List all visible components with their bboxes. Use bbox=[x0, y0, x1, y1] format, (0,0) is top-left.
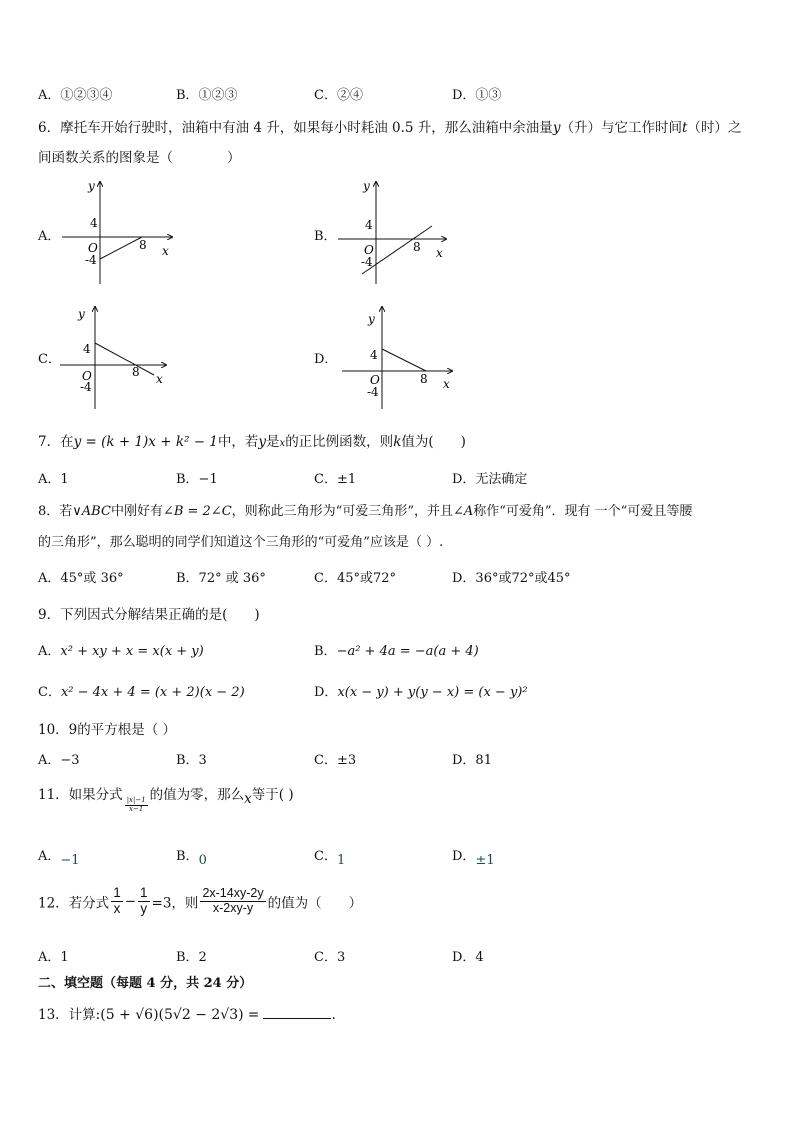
q6-text-b: （升）与它工作时间 bbox=[560, 120, 682, 136]
q7-y: y bbox=[258, 434, 267, 450]
q11-option-a[interactable] bbox=[38, 845, 80, 868]
q8-condition: ∠B = 2∠C bbox=[162, 504, 232, 519]
q8-text-a: 8．若 bbox=[38, 504, 73, 519]
q10-stem: 10．9的平方根是（ ） bbox=[38, 722, 177, 738]
q12-option-d[interactable]: D．4 bbox=[452, 950, 484, 965]
origin-label: O bbox=[88, 241, 98, 255]
q8-stem-line2: 的三角形”，那么聪明的同学们知道这个三角形的“可爱角”应该是（ ）. bbox=[38, 535, 444, 550]
q12-f1-denominator: x bbox=[113, 900, 121, 916]
q11-letter-a: A． bbox=[38, 849, 61, 864]
tick-4: 4 bbox=[83, 342, 91, 356]
q9-expr-d: x(x − y) + y(y − x) = (x − y)² bbox=[337, 685, 528, 700]
tick-8: 8 bbox=[139, 238, 147, 252]
q7-text-c: 的正比例函数，则 bbox=[285, 434, 394, 450]
q12-fraction-2 bbox=[138, 886, 150, 917]
q11-letter-c: C． bbox=[314, 849, 337, 864]
x-label: x bbox=[443, 377, 450, 391]
q6-option-a-letter[interactable]: A． bbox=[38, 229, 61, 244]
q9-letter-b: B． bbox=[314, 644, 337, 659]
q11-x: x bbox=[244, 791, 252, 807]
q6-graph-d[interactable] bbox=[340, 303, 465, 411]
graph-line bbox=[382, 349, 426, 371]
q7-equation: y = (k + 1)x + k² − 1 bbox=[73, 434, 218, 450]
q6-stem-line1 bbox=[38, 116, 741, 136]
q8-triangle: ∨ABC bbox=[72, 504, 111, 519]
q9-expr-a: x² + xy + x = x(x + y) bbox=[60, 644, 204, 659]
q7-option-b[interactable]: B．−1 bbox=[176, 472, 218, 487]
q6-option-b-letter[interactable]: B． bbox=[314, 229, 337, 244]
q7-option-c[interactable]: C．±1 bbox=[314, 472, 357, 487]
q12-option-b[interactable]: B．2 bbox=[176, 950, 207, 965]
q6-graph-b[interactable] bbox=[336, 178, 461, 286]
q8-option-a[interactable]: A．45°或 36° bbox=[38, 571, 124, 586]
graph-line bbox=[95, 343, 154, 375]
q8-option-b[interactable]: B．72° 或 36° bbox=[176, 571, 266, 586]
y-label: y bbox=[368, 312, 375, 326]
q7-k: k bbox=[393, 434, 402, 450]
q12-big-numerator: 2x-14xy-2y bbox=[202, 886, 264, 901]
q13-eq: = bbox=[243, 1007, 264, 1023]
tick-neg4: -4 bbox=[367, 385, 379, 399]
q9-letter-c: C． bbox=[38, 685, 61, 700]
q6-t-var: t bbox=[681, 120, 688, 136]
q11-option-d[interactable] bbox=[452, 845, 495, 868]
q11-letter-b: B． bbox=[176, 849, 199, 864]
q12-option-a[interactable]: A．1 bbox=[38, 950, 69, 965]
q5-option-a[interactable]: A．①②③④ bbox=[38, 88, 113, 103]
q11-value-a: −1 bbox=[60, 853, 80, 868]
q5-option-b[interactable]: B．①②③ bbox=[176, 88, 238, 103]
q11-letter-d: D． bbox=[452, 849, 476, 864]
origin-label: O bbox=[364, 243, 374, 257]
x-label: x bbox=[162, 244, 169, 258]
q13-end: . bbox=[331, 1007, 336, 1023]
q10-option-a[interactable]: A．−3 bbox=[38, 753, 80, 768]
q7-x: x bbox=[279, 438, 286, 449]
tick-neg4: -4 bbox=[80, 380, 92, 394]
q12-f1-numerator: 1 bbox=[113, 885, 121, 900]
q13-expr-a: (5 + √6) bbox=[100, 1007, 159, 1023]
q9-option-d[interactable] bbox=[314, 681, 528, 700]
tick-4: 4 bbox=[90, 216, 98, 230]
q12-minus: − bbox=[124, 893, 137, 910]
q12-eq: =3，则 bbox=[151, 895, 199, 912]
tick-8: 8 bbox=[132, 365, 140, 379]
q12-fraction-big bbox=[200, 887, 265, 916]
q5-option-c[interactable]: C．②④ bbox=[314, 88, 363, 103]
tick-8: 8 bbox=[420, 372, 428, 386]
q13-expr-b: (5√2 − 2√3) bbox=[158, 1007, 244, 1023]
q12-f2-denominator: y bbox=[140, 900, 148, 916]
q12-stem bbox=[38, 886, 362, 917]
q13-prefix: 13．计算: bbox=[38, 1007, 101, 1023]
q6-graph-a[interactable] bbox=[60, 178, 185, 286]
tick-8: 8 bbox=[413, 240, 421, 254]
q10-option-b[interactable]: B．3 bbox=[176, 753, 207, 768]
q12-fraction-1 bbox=[111, 886, 123, 917]
q12-f2-numerator: 1 bbox=[140, 885, 148, 900]
q8-option-d[interactable]: D．36°或72°或45° bbox=[452, 571, 571, 586]
q13-answer-blank[interactable] bbox=[263, 1006, 331, 1019]
q12-suffix: 的值为（ ） bbox=[267, 895, 363, 912]
q11-option-c[interactable] bbox=[314, 845, 346, 868]
q9-stem: 9．下列因式分解结果正确的是( ) bbox=[38, 607, 260, 623]
x-label: x bbox=[156, 372, 163, 386]
tick-4: 4 bbox=[365, 218, 373, 232]
tick-4: 4 bbox=[370, 348, 378, 362]
q6-option-c-letter[interactable]: C． bbox=[38, 352, 61, 367]
section-title-fill-in: 二、填空题（每题 4 分，共 24 分） bbox=[38, 976, 253, 991]
q6-text-a: 6．摩托车开始行驶时，油箱中有油 4 升，如果每小时耗油 0.5 升，那么油箱中余油量 bbox=[38, 120, 553, 136]
q12-prefix: 12．若分式 bbox=[38, 895, 110, 912]
x-label: x bbox=[436, 246, 443, 260]
q9-expr-b: −a² + 4a = −a(a + 4) bbox=[336, 644, 479, 659]
q7-prefix: 7．在 bbox=[38, 434, 74, 450]
q6-stem-line2: 间函数关系的图象是（ ） bbox=[38, 150, 241, 166]
tick-neg4: -4 bbox=[361, 255, 373, 269]
q9-option-c[interactable] bbox=[38, 681, 245, 700]
q7-option-d[interactable]: D．无法确定 bbox=[452, 472, 528, 487]
q11-suffix: 等于( ) bbox=[251, 787, 294, 803]
q11-text-a: 的值为零，那么 bbox=[149, 787, 245, 803]
q10-option-c[interactable]: C．±3 bbox=[314, 753, 357, 768]
q6-text-c: （时）之 bbox=[687, 120, 742, 136]
y-label: y bbox=[363, 179, 370, 193]
q8-text-d: 称作“可爱角”．现有 一个“可爱且等腰 bbox=[473, 504, 693, 519]
q11-stem bbox=[38, 783, 294, 813]
q11-option-b[interactable] bbox=[176, 845, 207, 868]
q9-option-a[interactable] bbox=[38, 640, 204, 659]
q11-value-b: 0 bbox=[198, 853, 207, 868]
q10-option-d[interactable]: D．81 bbox=[452, 753, 492, 768]
q8-text-c: ，则称此三角形为“可爱三角形”，并且 bbox=[231, 504, 453, 519]
q11-prefix: 11．如果分式 bbox=[38, 787, 123, 803]
q11-fraction bbox=[125, 797, 148, 813]
q9-option-b[interactable] bbox=[314, 640, 479, 659]
q9-letter-d: D． bbox=[314, 685, 338, 700]
q8-option-c[interactable]: C．45°或72° bbox=[314, 571, 397, 586]
origin-label: O bbox=[82, 369, 92, 383]
q5-option-d[interactable]: D．①③ bbox=[452, 88, 502, 103]
q7-suffix: 值为( ) bbox=[401, 434, 466, 450]
tick-neg4: -4 bbox=[85, 253, 97, 267]
q11-numerator: |x|−1 bbox=[126, 796, 146, 805]
q11-denominator: x−1 bbox=[129, 805, 144, 813]
q7-stem bbox=[38, 430, 466, 450]
q12-option-c[interactable]: C．3 bbox=[314, 950, 346, 965]
q6-option-d-letter[interactable]: D． bbox=[314, 352, 338, 367]
q8-text-b: 中刚好有 bbox=[110, 504, 163, 519]
origin-label: O bbox=[370, 373, 380, 387]
q7-text-a: 中，若 bbox=[217, 434, 259, 450]
q11-value-c: 1 bbox=[336, 853, 346, 868]
y-label: y bbox=[88, 179, 95, 193]
q7-text-b: 是 bbox=[266, 434, 280, 450]
q9-expr-c: x² − 4x + 4 = (x + 2)(x − 2) bbox=[60, 685, 245, 700]
q12-big-denominator: x-2xy-y bbox=[212, 900, 254, 915]
q7-option-a[interactable]: A．1 bbox=[38, 472, 69, 487]
q6-graph-c[interactable] bbox=[58, 303, 178, 411]
q8-angle-a: ∠A bbox=[452, 504, 474, 519]
y-label: y bbox=[78, 307, 85, 321]
q8-stem-line1 bbox=[38, 500, 692, 519]
q9-letter-a: A． bbox=[38, 644, 61, 659]
q6-y-var: y bbox=[552, 120, 561, 136]
q13-stem bbox=[38, 1003, 336, 1023]
q11-value-d: ±1 bbox=[475, 853, 495, 868]
graph-line bbox=[100, 237, 142, 259]
